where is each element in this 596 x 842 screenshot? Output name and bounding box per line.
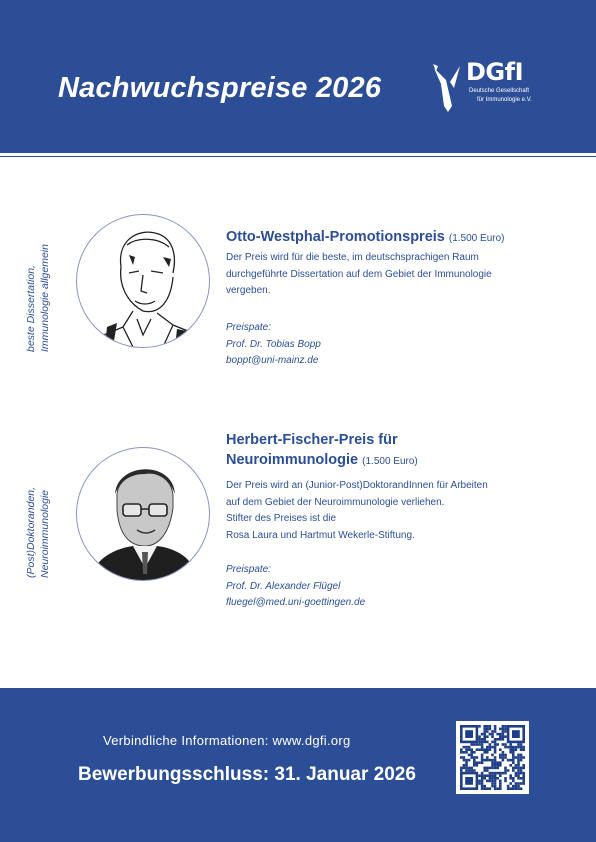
logo-subtitle-line1: Deutsche Gesellschaft	[469, 88, 530, 94]
header-divider-thin	[0, 156, 596, 157]
prize2-patron-email[interactable]: fluegel@med.uni-goettingen.de	[226, 597, 366, 608]
qr-code-icon[interactable]	[456, 721, 529, 794]
prize2-category-line2: Neuroimmunologie	[39, 489, 51, 578]
prize2-category-label	[24, 487, 52, 578]
prize2-patron-label: Preispate:	[226, 564, 272, 575]
prize1-category-label	[24, 244, 52, 352]
prize2-amount: (1.500 Euro)	[362, 456, 418, 467]
prize2-desc-line: Rosa Laura und Hartmut Wekerle-Stiftung.	[226, 529, 415, 541]
dgfi-logo-icon	[430, 62, 466, 118]
info-link[interactable]: Verbindliche Informationen: www.dgfi.org	[103, 733, 351, 748]
prize2-desc-line: auf dem Gebiet der Neuroimmunologie verliehen.	[226, 496, 445, 508]
portrait-sketch-icon	[77, 215, 209, 347]
portrait-herbert-fischer	[76, 447, 210, 581]
dgfi-logo	[430, 60, 540, 116]
prize1-description	[226, 250, 492, 300]
prize1-desc-line: Der Preis wird für die beste, im deutschsprachigen Raum	[226, 252, 479, 263]
portrait-photo-icon	[77, 448, 209, 580]
portrait-otto-westphal	[76, 214, 210, 348]
application-deadline: Bewerbungsschluss: 31. Januar 2026	[78, 764, 416, 785]
prize1-category-line2: Immunologie allgemein	[39, 244, 51, 352]
logo-wordmark: DGfI	[466, 58, 523, 86]
header-divider	[0, 150, 596, 153]
prize2-title-line2: Neuroimmunologie	[226, 452, 359, 468]
qr-code-graphic	[456, 721, 529, 794]
prize2-title	[226, 430, 418, 472]
prize2-desc-line: Der Preis wird an (Junior-Post)DoktorandInnen für Arbeiten	[226, 480, 488, 491]
prize1-patron	[226, 320, 321, 370]
prize2-category-line1: (Post)Doktoranden,	[25, 486, 37, 578]
prize1-category-line1: beste Dissertation,	[25, 265, 37, 352]
page-title: Nachwuchspreise 2026	[58, 72, 382, 104]
prize1-title	[226, 227, 504, 249]
prize2-description	[226, 478, 488, 544]
prize1-patron-name: Prof. Dr. Tobias Bopp	[226, 338, 321, 350]
prize2-patron	[226, 562, 365, 612]
prize1-desc-line: durchgeführte Dissertation auf dem Gebiet der Immunologie	[226, 268, 492, 280]
prize1-amount: (1.500 Euro)	[448, 233, 505, 244]
prize2-title-line1: Herbert-Fischer-Preis für	[226, 432, 398, 448]
prize1-patron-email[interactable]: boppt@uni-mainz.de	[226, 355, 319, 366]
prize2-desc-line: Stifter des Preises ist die	[226, 513, 337, 524]
logo-subtitle-line2: für Immunologie e.V.	[477, 97, 532, 103]
prize1-desc-line: vergeben.	[226, 285, 271, 296]
prize1-title-text: Otto-Westphal-Promotionspreis	[226, 229, 445, 245]
prize2-patron-name: Prof. Dr. Alexander Flügel	[226, 580, 341, 592]
prize1-patron-label: Preispate:	[226, 322, 272, 333]
